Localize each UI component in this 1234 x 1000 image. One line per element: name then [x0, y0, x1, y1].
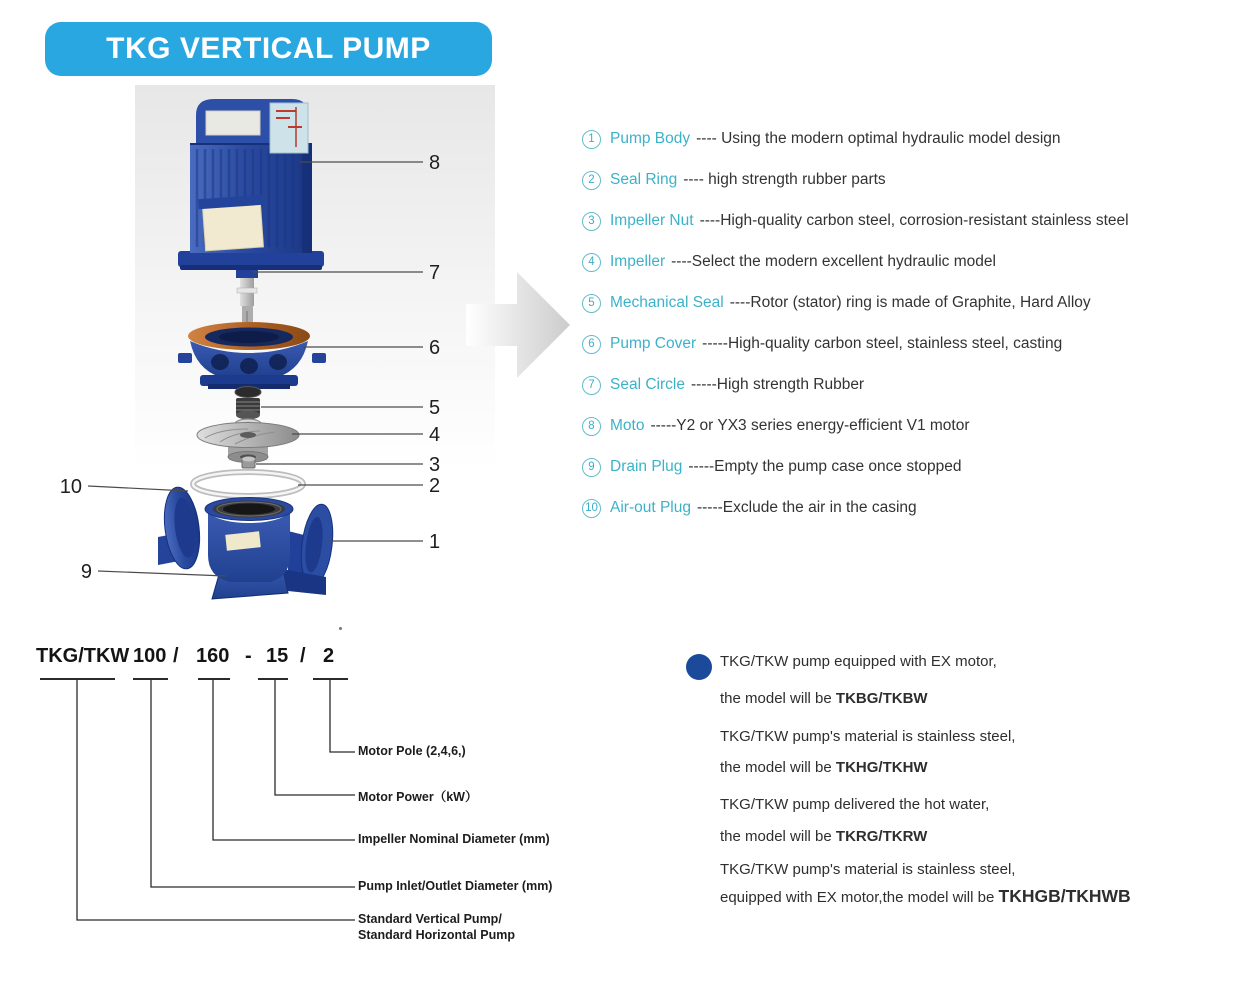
part-item-pump-cover	[582, 332, 1129, 356]
label-series-line1: Standard Vertical Pump/	[358, 912, 502, 926]
page-title: TKG VERTICAL PUMP	[106, 32, 431, 65]
circled-number-icon: 8	[582, 417, 601, 436]
model-series: TKG/TKW	[36, 645, 130, 667]
model-code-text: TKHG/TKHW	[835, 759, 928, 776]
part-item-impeller	[582, 250, 1129, 274]
label-impeller-dia: Impeller Nominal Diameter (mm)	[358, 832, 550, 846]
model-code-text: TKBG/TKBW	[835, 690, 928, 707]
part-name: Seal Ring	[610, 171, 678, 188]
circled-number-icon: 2	[582, 171, 601, 190]
part-name: Air-out Plug	[610, 499, 691, 516]
part-desc: -----Empty the pump case once stopped	[688, 458, 962, 475]
note-1-line-1: TKG/TKW pump equipped with EX motor,	[720, 653, 997, 670]
circled-number-icon: 5	[582, 294, 601, 313]
label-motor-power: Motor Power（kW）	[358, 790, 478, 804]
part-desc: ----High-quality carbon steel, corrosion-resistant stainless steel	[699, 212, 1129, 229]
part-item-motor	[582, 414, 1129, 438]
callout-6: 6	[429, 337, 441, 359]
motor-label	[206, 111, 260, 135]
label-inlet-outlet: Pump Inlet/Outlet Diameter (mm)	[358, 879, 553, 893]
circled-number-icon: 1	[582, 130, 601, 149]
part-item-drain-plug	[582, 455, 1129, 479]
pump-exploded-diagram	[30, 85, 590, 605]
callout-7: 7	[429, 262, 441, 284]
part-desc: ----Rotor (stator) ring is made of Graphite, Hard Alloy	[729, 294, 1091, 311]
label-motor-pole: Motor Pole (2,4,6,)	[358, 744, 466, 758]
part-name: Impeller	[610, 253, 666, 270]
circled-number-icon: 7	[582, 376, 601, 395]
part-name: Seal Circle	[610, 376, 685, 393]
model-slash2: /	[300, 645, 306, 667]
note-2-line-2	[720, 759, 928, 776]
callout-3: 3	[429, 454, 441, 476]
note-4-line-1: TKG/TKW pump's material is stainless steel,	[720, 861, 1016, 878]
callout-2: 2	[429, 475, 441, 497]
callout-10: 10	[59, 476, 82, 498]
callout-1: 1	[429, 531, 441, 553]
note-3-line-1: TKG/TKW pump delivered the hot water,	[720, 796, 990, 813]
label-series-line2: Standard Horizontal Pump	[358, 928, 515, 942]
note-text: equipped with EX motor,the model will be	[720, 889, 999, 906]
circled-number-icon: 10	[582, 499, 601, 518]
note-text: the model will be	[720, 828, 836, 845]
callout-5: 5	[429, 397, 441, 419]
part-item-seal-ring	[582, 168, 1129, 192]
callout-9: 9	[80, 561, 92, 583]
part-name: Impeller Nut	[610, 212, 694, 229]
model-power: 15	[266, 645, 289, 667]
motor-nameplate	[270, 103, 308, 153]
model-slash1: /	[173, 645, 179, 667]
circled-number-icon: 3	[582, 212, 601, 231]
part-name: Pump Body	[610, 130, 691, 147]
part-desc: -----Exclude the air in the casing	[696, 499, 917, 516]
bullet-icon	[686, 654, 712, 680]
title-banner	[45, 22, 492, 76]
part-item-seal-circle	[582, 373, 1129, 397]
circled-number-icon: 4	[582, 253, 601, 272]
part-item-impeller-nut	[582, 209, 1129, 233]
code-connectors	[77, 679, 355, 920]
part-desc: ----Select the modern excellent hydraulic model	[671, 253, 996, 270]
callout-4: 4	[429, 424, 441, 446]
model-code-tree	[30, 672, 370, 952]
part-desc: -----High-quality carbon steel, stainless steel, casting	[702, 335, 1063, 352]
note-2-line-1: TKG/TKW pump's material is stainless steel,	[720, 728, 1016, 745]
part-name: Drain Plug	[610, 458, 683, 475]
part-item-mechanical-seal	[582, 291, 1129, 315]
note-1-line-2	[720, 690, 928, 707]
note-text: the model will be	[720, 690, 836, 707]
part-desc: ---- Using the modern optimal hydraulic model design	[696, 130, 1061, 147]
circled-number-icon: 9	[582, 458, 601, 477]
junction-box	[198, 195, 267, 251]
part-name: Pump Cover	[610, 335, 697, 352]
part-name: Mechanical Seal	[610, 294, 724, 311]
part-desc: -----Y2 or YX3 series energy-efficient V1 motor	[650, 417, 970, 434]
callout-8: 8	[429, 152, 441, 174]
part-item-pump-body	[582, 127, 1129, 151]
impeller-nut	[242, 457, 255, 469]
part-item-air-out-plug	[582, 496, 1129, 520]
note-3-line-2	[720, 828, 927, 845]
model-dash: -	[245, 645, 252, 667]
part-name: Moto	[610, 417, 645, 434]
part-desc: -----High strength Rubber	[690, 376, 865, 393]
parts-list	[582, 127, 1129, 537]
motor	[178, 99, 324, 270]
note-text: the model will be	[720, 759, 836, 776]
model-inlet: 100	[133, 645, 167, 667]
note-4-line-2	[720, 886, 1131, 907]
model-code-text: TKHGB/TKHWB	[998, 886, 1131, 906]
model-impeller-dia: 160	[196, 645, 230, 667]
circled-number-icon: 6	[582, 335, 601, 354]
model-pole: 2	[323, 645, 335, 667]
model-code-text: TKRG/TKRW	[835, 828, 928, 845]
speck	[339, 627, 342, 630]
part-desc: ---- high strength rubber parts	[683, 171, 886, 188]
